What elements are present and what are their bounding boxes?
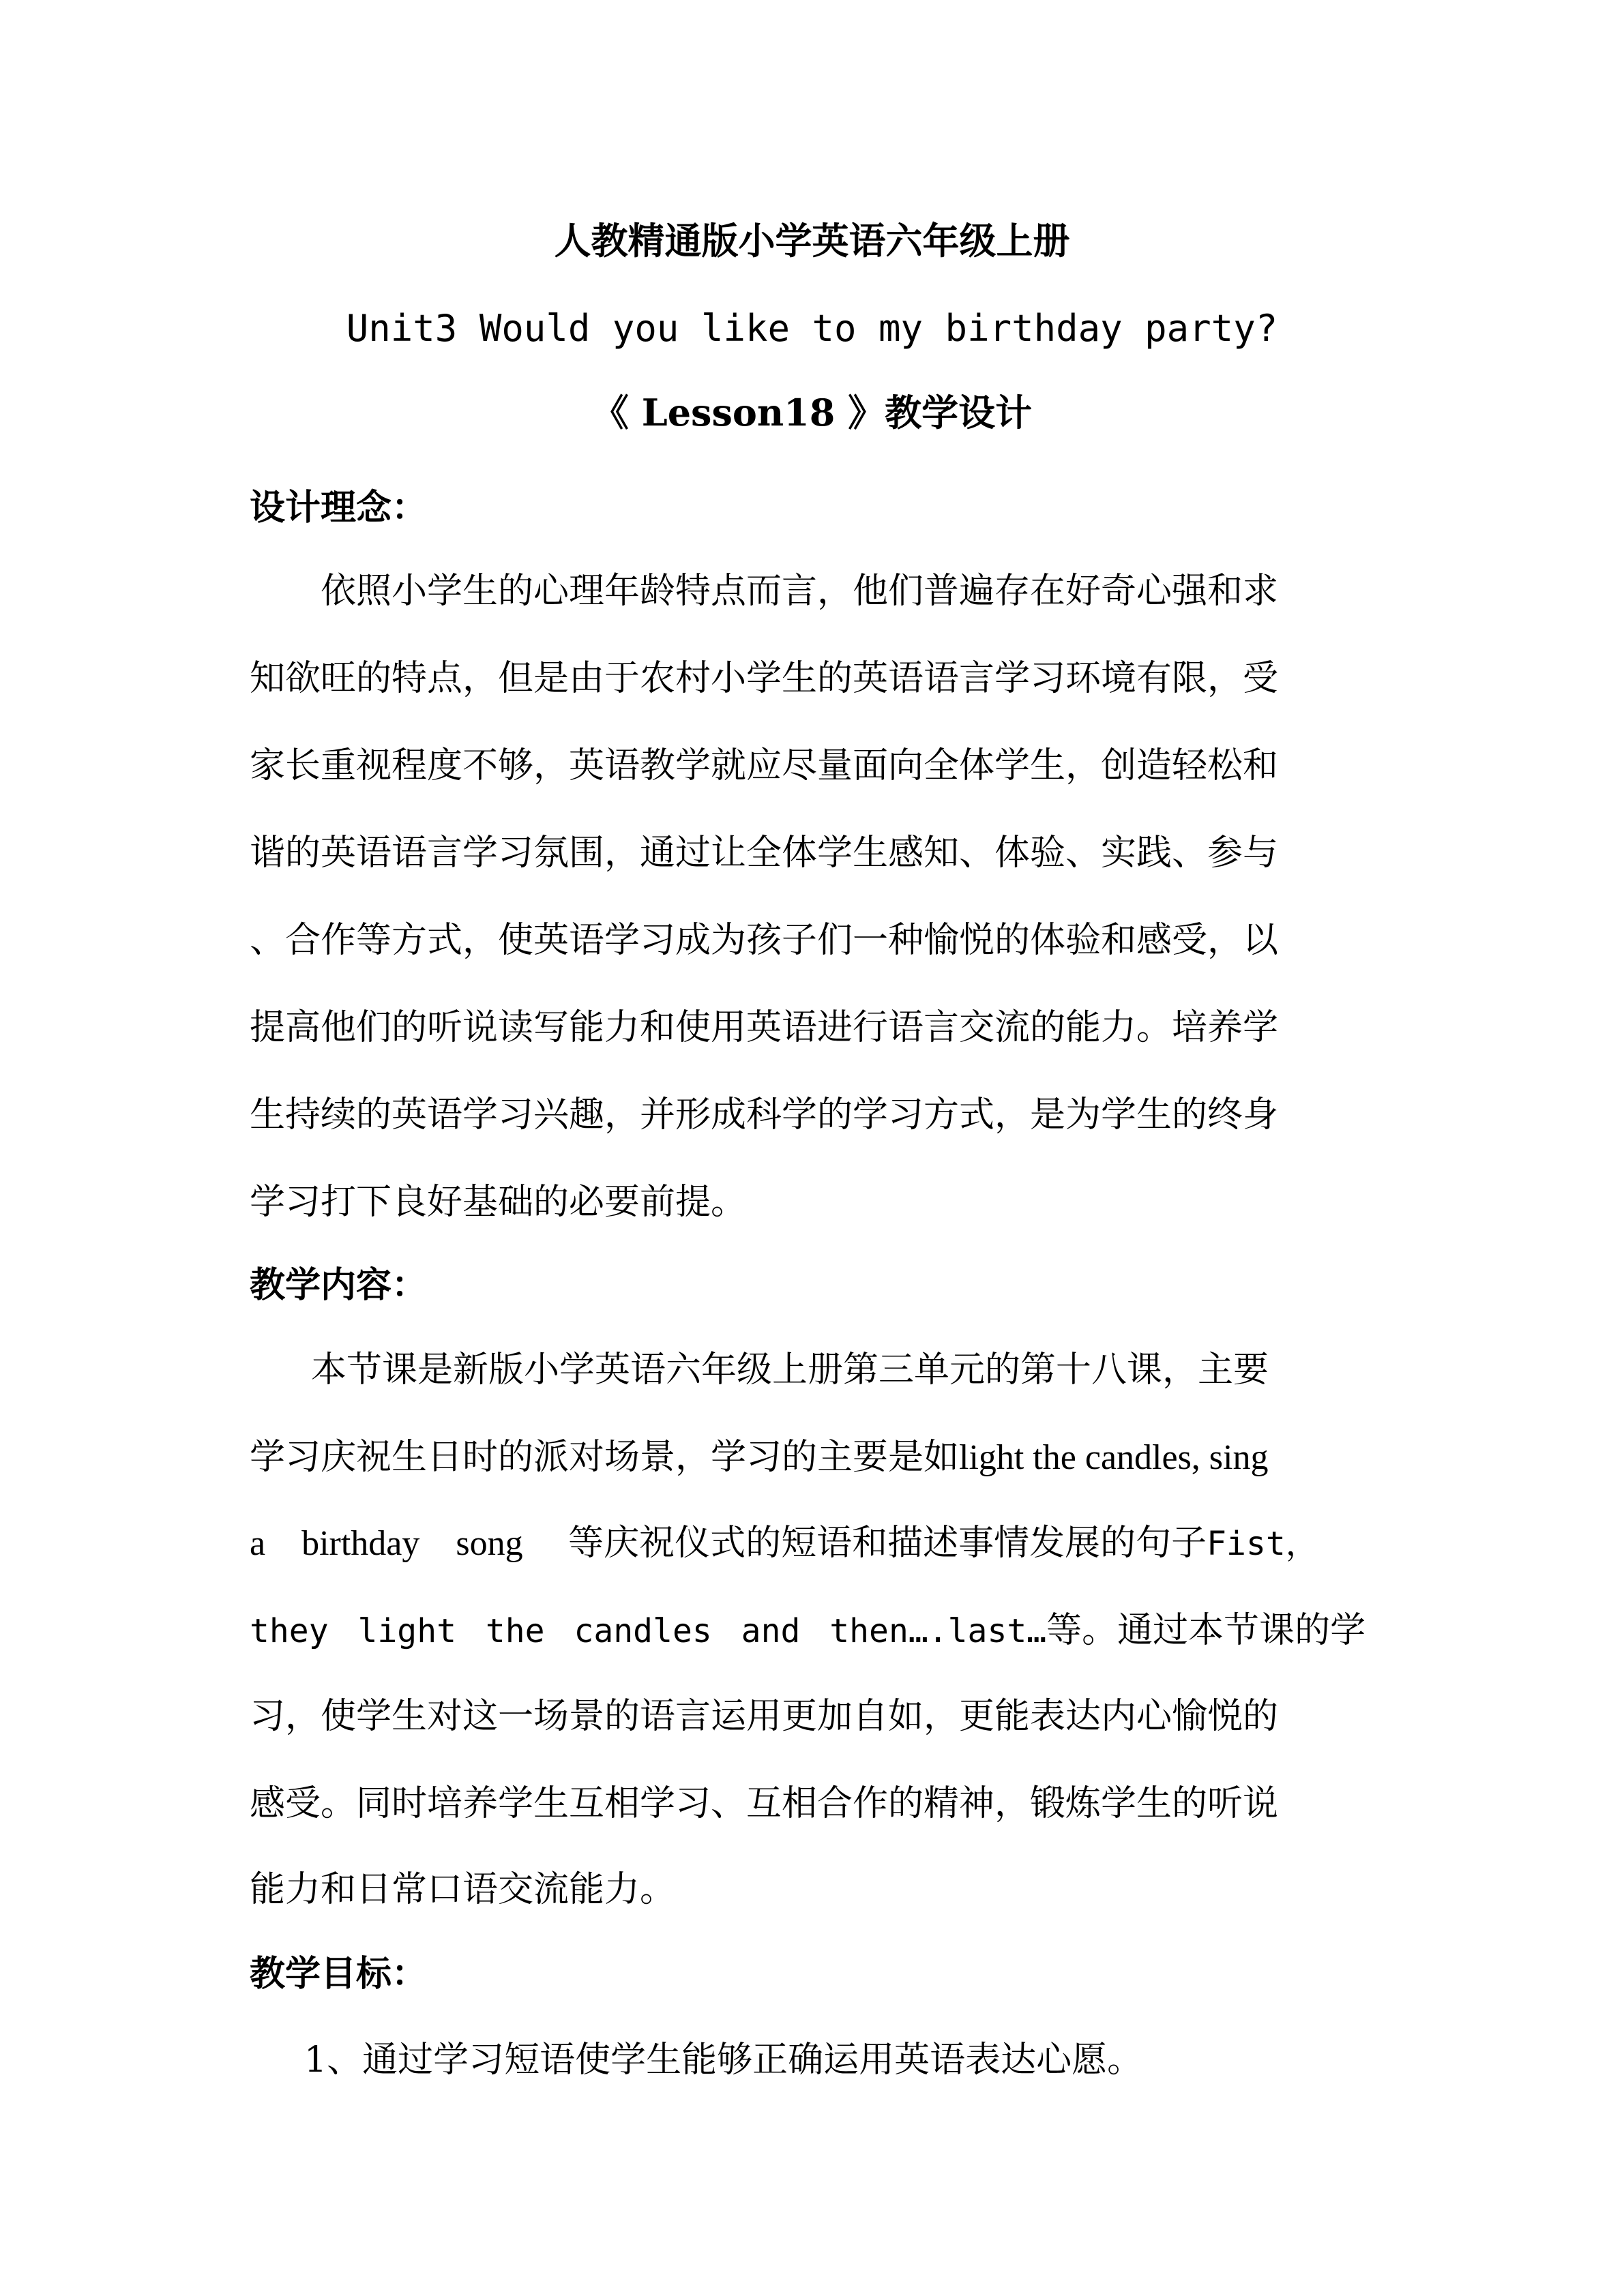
section-heading-design-concept: 设计理念： — [250, 487, 428, 528]
paragraph-line — [250, 1519, 1382, 1568]
paragraph-line: 能力和日常口语交流能力。 — [250, 1869, 676, 1910]
english-phrase: a birthday song — [250, 1524, 523, 1563]
english-phrase: Fist， — [1207, 1525, 1318, 1563]
paragraph-line: 提高他们的听说读写能力和使用英语进行语言交流的能力。培养学 — [250, 1007, 1279, 1048]
paragraph-line: 习，使学生对这一场景的语言运用更加自如，更能表达内心愉悦的 — [250, 1696, 1279, 1737]
paragraph-text: 学习庆祝生日时的派对场景，学习的主要是如 — [250, 1437, 960, 1478]
paragraph-line: 本节课是新版小学英语六年级上册第三单元的第十八课，主要 — [311, 1350, 1269, 1390]
document-title: 人教精通版小学英语六年级上册 — [554, 219, 1070, 263]
section-heading-teaching-content: 教学内容： — [250, 1264, 428, 1306]
paragraph-line: 、合作等方式，使英语学习成为孩子们一种愉悦的体验和感受，以 — [250, 920, 1279, 961]
paragraph-line: 谐的英语语言学习氛围，通过让全体学生感知、体验、实践、参与 — [250, 833, 1279, 874]
english-phrase: light the candles, sing — [959, 1438, 1269, 1477]
paragraph-line — [250, 1433, 1269, 1482]
paragraph-line: 家长重视程度不够，英语教学就应尽量面向全体学生，创造轻松和 — [250, 745, 1279, 786]
paragraph-line: 生持续的英语学习兴趣，并形成科学的学习方式，是为学生的终身 — [250, 1094, 1279, 1135]
paragraph-line: 学习打下良好基础的必要前提。 — [250, 1182, 747, 1223]
section-heading-teaching-objectives: 教学目标： — [250, 1953, 428, 1995]
paragraph-text: 等庆祝仪式的短语和描述事情发展的句子 — [568, 1523, 1207, 1564]
lesson-title: 《 Lesson18 》教学设计 — [591, 391, 1033, 434]
paragraph-line: 知欲旺的特点，但是由于农村小学生的英语语言学习环境有限，受 — [250, 658, 1279, 699]
english-phrase: they light the candles and then….last… — [250, 1612, 1047, 1650]
paragraph-line: 依照小学生的心理年龄特点而言，他们普遍存在好奇心强和求 — [321, 571, 1279, 612]
paragraph-line — [250, 1607, 1365, 1655]
list-item: 1、通过学习短语使学生能够正确运用英语表达心愿。 — [304, 2040, 1143, 2081]
paragraph-line: 感受。同时培养学生互相学习、互相合作的精神，锻炼学生的听说 — [250, 1783, 1279, 1824]
paragraph-text: 等。通过本节课的学 — [1046, 1610, 1366, 1651]
unit-title: Unit3 Would you like to my birthday party? — [346, 307, 1278, 350]
